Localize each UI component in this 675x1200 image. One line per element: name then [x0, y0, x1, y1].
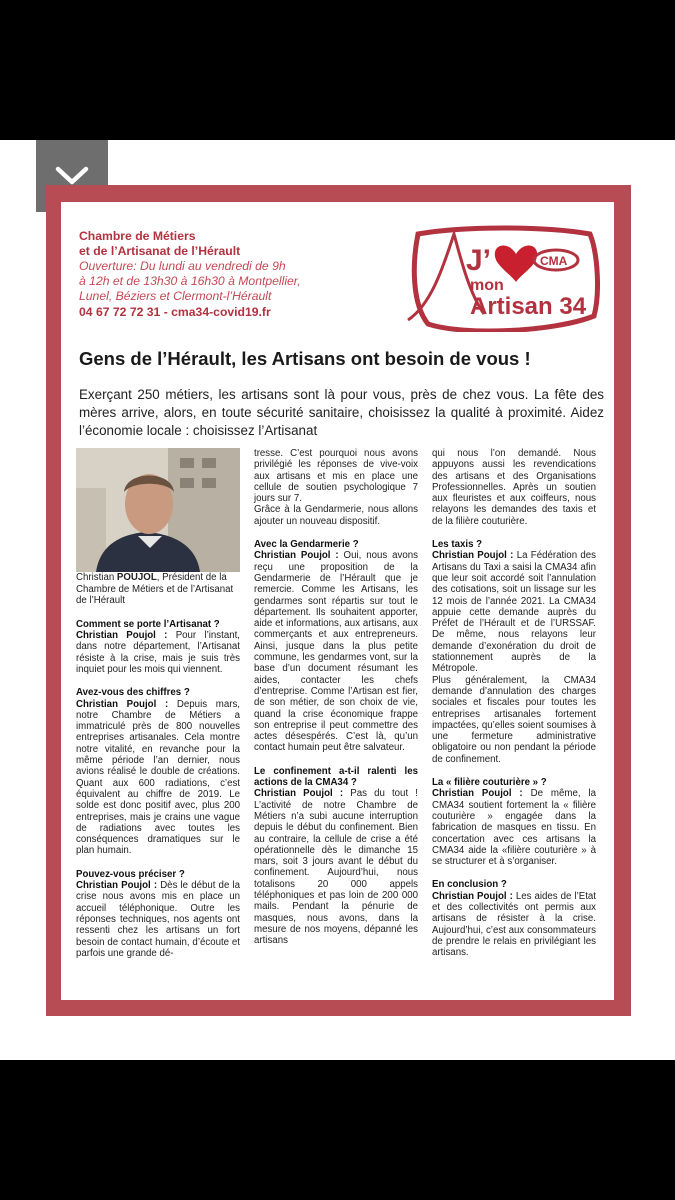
- contact-info: 04 67 72 72 31 - cma34-covid19.fr: [79, 305, 271, 319]
- opening-hours: Ouverture: Du lundi au vendredi de 9h à 12h et de 13h30 à 16h30 à Montpellier, Lunel, Béziers et Clermont-l’Hérault: [79, 259, 301, 303]
- question-heading: Pouvez-vous préciser ?: [76, 868, 185, 880]
- answer-paragraph: Christian Poujol : La Fédération des Artisans du Taxi a saisi la CMA34 afin que leur soit accordé soit l’annulation des cotisations, soit un lissage sur les 12 mois de l’année 2021. La CMA34 appuie cette demande auprès du Préfet de l’Hérault et de l’URSSAF. De même, nous relayons leur demande d’exonération du droit de stationnement auprès de la Métropole.: [432, 550, 596, 675]
- article-column-3: [432, 448, 596, 958]
- svg-text:mon: mon: [470, 277, 504, 294]
- portrait-photo: [76, 448, 240, 572]
- organization-name: Chambre de Métiers et de l’Artisanat de l’Hérault: [79, 229, 241, 258]
- answer-paragraph: Christian Poujol : Les aides de l’Etat et des collectivités ont permis aux artisans de résister à la crise. Aujourd’hui, c’est aux consommateurs de prendre le relais en privilégiant les artisans.: [432, 890, 596, 959]
- question-heading: Avec la Gendarmerie ?: [254, 539, 359, 551]
- svg-text:Artisan 34: Artisan 34: [470, 293, 587, 320]
- answer-paragraph: Christian Poujol : Oui, nous avons reçu une proposition de la Gendarmerie de l’Hérault que je remercie. Comme les Artisans, les gendarmes sont répartis sur tout le département. Ils souhaitent apporter, aide et informations, aux artisans, aux commerçants et aux entrepreneurs. Ainsi, jusque dans la plus petite commune, les gendarmes vont, sur la base d’un document résumant les aides, contacter les chefs d’entreprise. Comme l’Artisan est fier, de son métier, de son choix de vie, quand la crise économique frappe son entreprise il peut commettre des actes désespérés. C’est là, qu’un contact humain peut être salvateur.: [254, 550, 418, 754]
- article-headline: Gens de l’Hérault, les Artisans ont besoin de vous !: [79, 348, 531, 369]
- question-heading: Avez-vous des chiffres ?: [76, 687, 190, 699]
- question-heading: La « filière couturière » ?: [432, 777, 547, 789]
- answer-paragraph: Christian Poujol : Depuis mars, notre Chambre de Métiers a immatriculé près de 800 nouvelles entreprises artisanales. Cela montre notre vitalité, en revanche pour la même période l’an dernier, nous avions réalisé le double de créations. Quant aux 600 radiations, c’est équivalent au chiffre de 2019. Le solde est donc positif avec, plus 200 entreprises, mais je crains une vague de radiations avec toutes les conséquences dramatiques sur le plan humain.: [76, 698, 240, 857]
- jaime-mon-artisan-logo: [404, 224, 600, 332]
- article-column-2: [254, 448, 418, 946]
- body-paragraph: qui nous l’on demandé. Nous appuyons aussi les revendications des artisans et des Organisations Professionnelles. Après un soutien aux fleuristes et aux coiffeurs, nous relayons les demandes des taxis et de la filière couturière.: [432, 448, 596, 527]
- svg-text:CMA: CMA: [540, 254, 568, 268]
- answer-paragraph: Christian Poujol : Pas du tout ! L’activité de notre Chambre de Métiers n’a subi aucune interruption depuis le début du confinement. Bien au contraire, la cellule de crise a été opérationnelle dès le dimanche 15 mars, soit 3 jours avant le début du confinement. Aujourd’hui, nous totalisons 20 000 appels téléphoniques et pas loin de 200 000 mails. Pendant la pénurie de masques, nous avons, dans la mesure de nos moyens, dépanné les artisans: [254, 788, 418, 947]
- question-heading: Le confinement a-t-il ralenti les actions de la CMA34 ?: [254, 765, 418, 789]
- question-heading: En conclusion ?: [432, 879, 507, 891]
- body-paragraph: tresse. C’est pourquoi nous avons privilégié les réponses de vive-voix aux artisans et mis en place une cellule de soutien psychologique 7 jours sur 7.: [254, 448, 418, 505]
- chevron-down-icon: [55, 166, 89, 186]
- body-paragraph: Plus généralement, la CMA34 demande d’annulation des charges sociales et fiscales pour toutes les entreprises artisanales fortement impactées, qu’elles soient soumises à une fermeture administrative obligatoire ou non pendant la période de confinement.: [432, 674, 596, 765]
- photo-caption: Christian POUJOL, Président de la Chambre de Métiers et de l’Artisanat de l’Hérault: [76, 572, 234, 607]
- body-paragraph: Grâce à la Gendarmerie, nous allons ajouter un nouveau dispositif.: [254, 504, 418, 527]
- question-heading: Comment se porte l’Artisanat ?: [76, 618, 220, 630]
- answer-paragraph: Christian Poujol : Pour l’instant, dans notre département, l’Artisanat résiste à la crise, mais je suis très inquiet pour les mois qui viennent.: [76, 630, 240, 675]
- article-lead: Exerçant 250 métiers, les artisans sont là pour vous, près de chez vous. La fête des mères arrive, alors, en toute sécurité sanitaire, choisissez la qualité à proximité. Aidez l’économie locale : choisissez l’Artisanat: [79, 387, 604, 438]
- answer-paragraph: Christian Poujol : Dès le début de la crise nous avons mis en place un accueil téléphonique. Outre les réponses techniques, nos agents ont ressenti chez les artisans un fort besoin de contact humain, d’écoute et parfois une grande dé-: [76, 880, 240, 959]
- question-heading: Les taxis ?: [432, 539, 483, 551]
- svg-text:J’: J’: [466, 244, 492, 277]
- article-column-1: [76, 448, 240, 959]
- answer-paragraph: Christian Poujol : De même, la CMA34 soutient fortement la « filière couturière » engagée dans la fabrication de masques en tissu. En concertation avec ces artisans la CMA34 aide la «filière couturière » à se structurer et à s’organiser.: [432, 788, 596, 868]
